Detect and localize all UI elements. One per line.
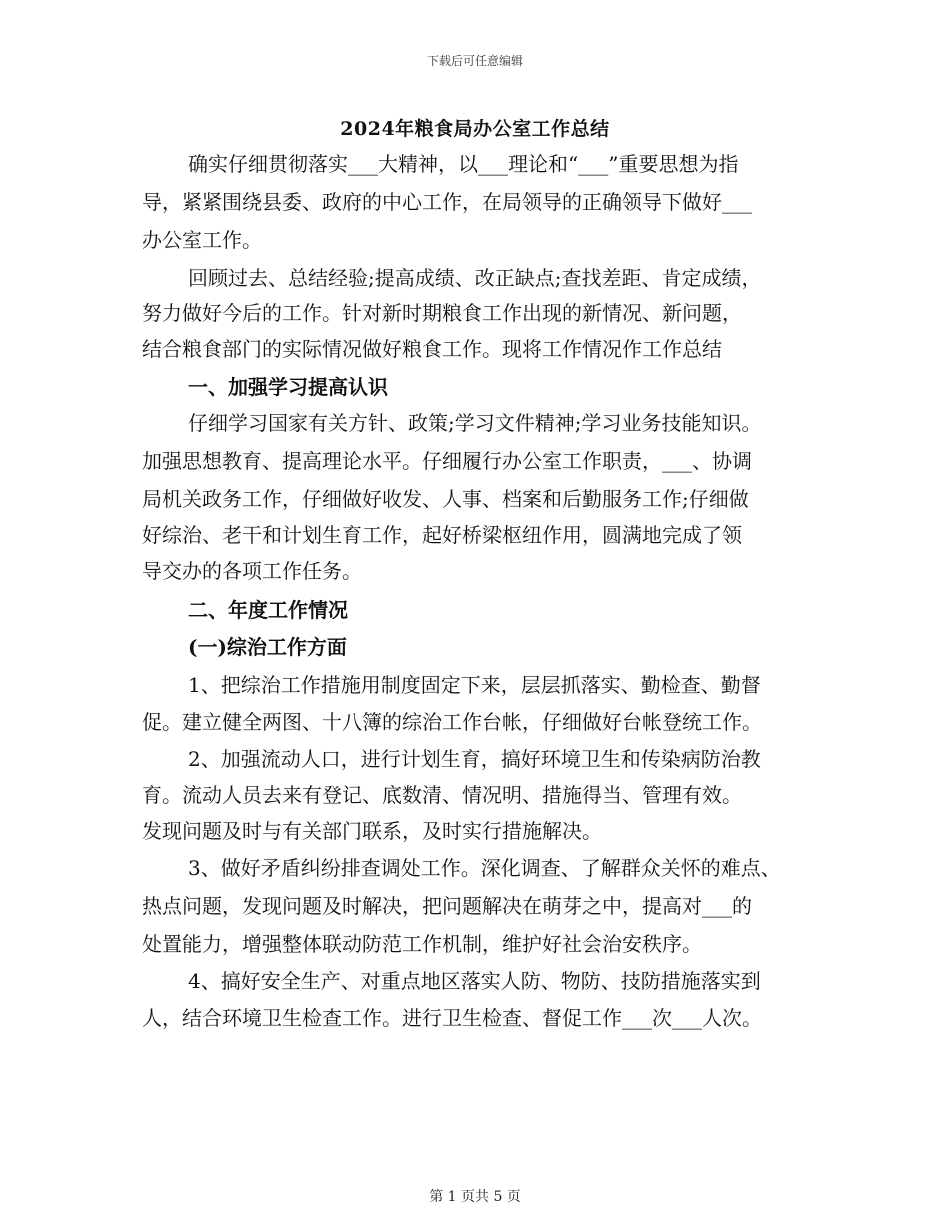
subsection-heading: (一)综治工作方面 [188, 635, 347, 659]
paragraph-line: 努力做好今后的工作。针对新时期粮食工作出现的新情况、新问题， [142, 301, 742, 325]
paragraph-line: 结合粮食部门的实际情况做好粮食工作。现将工作情况作工作总结 [142, 337, 722, 361]
paragraph-line: 导交办的各项工作任务。 [142, 559, 362, 583]
paragraph-line: 局机关政务工作，仔细做好收发、人事、档案和后勤服务工作;仔细做 [142, 487, 749, 511]
paragraph-line: 育。流动人员去来有登记、底数清、情况明、措施得当、管理有效。 [142, 783, 742, 807]
header-note: 下载后可任意编辑 [426, 54, 523, 68]
paragraph-line: 好综治、老干和计划生育工作，起好桥梁枢纽作用，圆满地完成了领 [142, 523, 742, 547]
paragraph-line: 4、搞好安全生产、对重点地区落实人防、物防、技防措施落实到 [188, 969, 761, 993]
document-title: 2024年粮食局办公室工作总结 [340, 118, 610, 140]
page-footer: 第 1 页共 5 页 [429, 1189, 521, 1205]
paragraph-line: 2、加强流动人口，进行计划生育，搞好环境卫生和传染病防治教 [188, 747, 761, 771]
paragraph-line: 加强思想教育、提高理论水平。仔细履行办公室工作职责，___、协调 [142, 449, 752, 473]
paragraph-line: 1、把综治工作措施用制度固定下来，层层抓落实、勤检查、勤督 [188, 673, 761, 697]
paragraph-line: 人，结合环境卫生检查工作。进行卫生检查、督促工作___次___人次。 [142, 1006, 762, 1030]
paragraph-line: 3、做好矛盾纠纷排查调处工作。深化调查、了解群众关怀的难点、 [188, 856, 781, 880]
paragraph-line: 发现问题及时与有关部门联系，及时实行措施解决。 [142, 819, 602, 843]
paragraph-line: 仔细学习国家有关方针、政策;学习文件精神;学习业务技能知识。 [188, 411, 762, 435]
paragraph-line: 促。建立健全两图、十八簿的综治工作台帐，仔细做好台帐登统工作。 [142, 710, 762, 734]
paragraph-line: 导，紧紧围绕县委、政府的中心工作，在局领导的正确领导下做好___ [142, 190, 752, 214]
section-heading-2: 二、年度工作情况 [188, 598, 348, 622]
section-heading-1: 一、加强学习提高认识 [188, 375, 388, 399]
paragraph-line: 处置能力，增强整体联动防范工作机制，维护好社会治安秩序。 [142, 932, 702, 956]
paragraph-line: 确实仔细贯彻落实___大精神，以___理论和“___”重要思想为指 [188, 152, 739, 176]
paragraph-line: 办公室工作。 [142, 228, 262, 252]
paragraph-line: 热点问题，发现问题及时解决，把问题解决在萌芽之中，提高对___的 [142, 894, 752, 918]
paragraph-line: 回顾过去、总结经验;提高成绩、改正缺点;查找差距、肯定成绩， [188, 266, 762, 290]
